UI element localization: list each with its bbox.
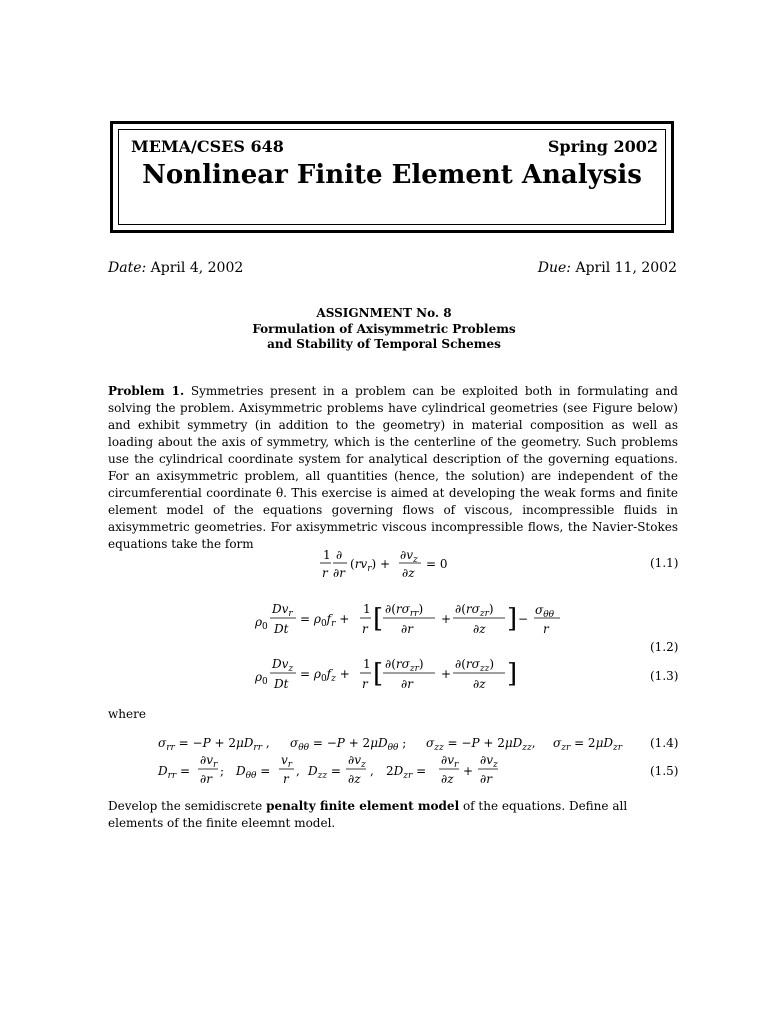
closing-text-after: of the equations. Define all elements of the finite eleemnt model. [108,799,628,830]
svg-text:= ρ0fz +: = $\rho_0f_z$ + [300,667,350,684]
svg-text:∂z: ∂z [402,566,415,580]
svg-text:∂r: ∂r [333,566,345,580]
closing-text-before: Develop the semidiscrete [108,799,267,813]
equation-1-2-tail [530,602,570,638]
problem-paragraph [108,383,678,553]
course-code: MEMA/CSES 648 [131,137,284,156]
svg-text:∂: ∂ [336,548,343,562]
due-value: April 11, 2002 [575,260,677,276]
svg-text:r: r [543,622,549,636]
svg-text:+: + [441,667,452,681]
eq-number-1-2: (1.2) [650,640,679,654]
problem-label: Problem 1. [108,384,185,398]
course-title: Nonlinear Finite Element Analysis [142,160,642,190]
svg-text:]: ] [507,604,518,634]
assignment-subtitle-1: Formulation of Axisymmetric Problems [252,322,516,336]
svg-text:+: + [441,612,452,626]
svg-text:∂r: ∂r [401,622,413,636]
svg-text:r: r [283,772,289,786]
svg-text:σθθ: $\sigma_{\theta\theta}$ [535,603,555,620]
svg-text:σrr = −P + 2μDrr ,: $\sigma_{rr} = -P + 2\mu D_{rr}$ , [158,736,270,753]
equation-1-4 [158,733,638,753]
svg-text:∂(rσzz): $\partial(r\sigma_{zz})$ [455,657,494,674]
svg-text:∂r: ∂r [401,677,413,691]
svg-text:∂vz: $\partial v_z$ [400,548,418,565]
svg-text:1: 1 [323,548,331,562]
svg-text:∂z: ∂z [473,677,486,691]
svg-text:1: 1 [363,602,371,616]
assignment-heading: ASSIGNMENT No. 8 [316,306,452,320]
svg-text:0: 0 [262,622,268,632]
svg-text:∂z: ∂z [473,622,486,636]
svg-text:Drr =: $D_{rr}$ = [158,764,191,781]
svg-text:= ρ0fr +: = $\rho_0f_r$ + [300,612,350,629]
equation-1-3 [255,655,518,695]
svg-text:Dvr: $Dv_r$ [272,602,293,619]
svg-text:∂r: ∂r [200,772,212,786]
date-value: April 4, 2002 [150,260,244,276]
svg-text:∂r: ∂r [480,772,492,786]
assignment-subtitle-2: and Stability of Temporal Schemes [267,337,501,351]
svg-text:1: 1 [363,657,371,671]
svg-text:σθθ = −P + 2μDθθ ;: $\sigma_{\theta\theta} = -P + 2\mu D_{\theta\theta}$ ; [290,736,407,753]
svg-text:Dvz: $Dv_z$ [272,657,294,674]
svg-text:]: ] [507,659,518,689]
svg-text:Dθθ =: $D_{\theta\theta}$ = [236,764,271,781]
date-line [108,260,243,276]
closing-paragraph [108,798,678,832]
equation-1-5 [158,752,518,790]
svg-text:∂vr: $\partial v_r$ [200,753,218,770]
svg-text:∂(rσzr): $\partial(r\sigma_{zr})$ [385,657,424,674]
svg-text:[: [ [373,659,384,689]
svg-text:ρ: ρ [255,615,263,629]
svg-text:,: , [296,764,300,778]
svg-text:ρ: ρ [255,670,263,684]
svg-text:[: [ [373,604,384,634]
svg-text:∂(rσrr): $\partial(r\sigma_{rr})$ [385,602,424,619]
date-label: Date: [108,260,147,276]
svg-text:Dt: Dt [274,622,289,636]
eq-number-1-4: (1.4) [650,736,679,750]
svg-text:2Dzr =: $2D_{zr}$ = [386,764,427,781]
svg-text:(rvr) +: $(rv_r)$ + [350,557,391,574]
svg-text:r: r [362,677,368,691]
svg-text:∂z: ∂z [441,772,454,786]
eq-number-1-5: (1.5) [650,764,679,778]
svg-text:r: r [362,622,368,636]
eq-number-1-3: (1.3) [650,669,679,683]
svg-text:∂vr: $\partial v_r$ [441,753,459,770]
svg-text:∂vz: $\partial v_z$ [348,753,366,770]
svg-text:;: ; [220,764,225,778]
svg-text:0: 0 [262,677,268,687]
svg-text:∂(rσzr): $\partial(r\sigma_{zr})$ [455,602,494,619]
eq-number-1-1: (1.1) [650,556,679,570]
svg-text:Dzz =: $D_{zz}$ = [308,764,341,781]
svg-text:∂z: ∂z [348,772,361,786]
problem-text: Symmetries present in a problem can be exploited both in formulating and solving the problem. Axisymmetric problems have cylindrical geometries (see Figure below) and exhibit symmetry (in addition to the geometry) in material composition as well as loading about the axis of symmetry, which is the centerline of the geometry. Such problems use the cylindrical coordinate system for analytical description of the governing equations. For an axisymmetric problem, all quantities (hence, the solution) are independent of the circumferential coordinate θ. This exercise is aimed at developing the weak forms and finite element model of the equations governing flows of viscous, incompressible fluids in axisymmetric geometries. For axisymmetric viscous incompressible flows, the Navier-Stokes equations take the form [108,384,678,551]
due-label: Due: [537,260,572,276]
svg-text:+: + [463,764,474,778]
svg-text:−: − [518,612,529,626]
svg-text:,: , [370,764,374,778]
closing-text-bold: penalty finite element model [266,799,460,813]
term: Spring 2002 [547,137,658,156]
svg-text:∂vz: $\partial v_z$ [480,753,498,770]
svg-text:r: r [322,566,328,580]
due-line [538,260,677,276]
svg-text:Dt: Dt [274,677,289,691]
where-label: where [108,707,146,721]
svg-text:σzz = −P + 2μDzz,: $\sigma_{zz} = -P + 2\mu D_{zz}$, [426,736,536,753]
svg-text:vr: $v_r$ [281,753,293,770]
svg-text:σzr = 2μDzr: $\sigma_{zr} = 2\mu D_{zr}$ [553,736,623,753]
svg-text:= 0: = 0 [426,557,448,571]
equation-1-1 [320,547,480,583]
equation-1-2 [255,600,545,640]
